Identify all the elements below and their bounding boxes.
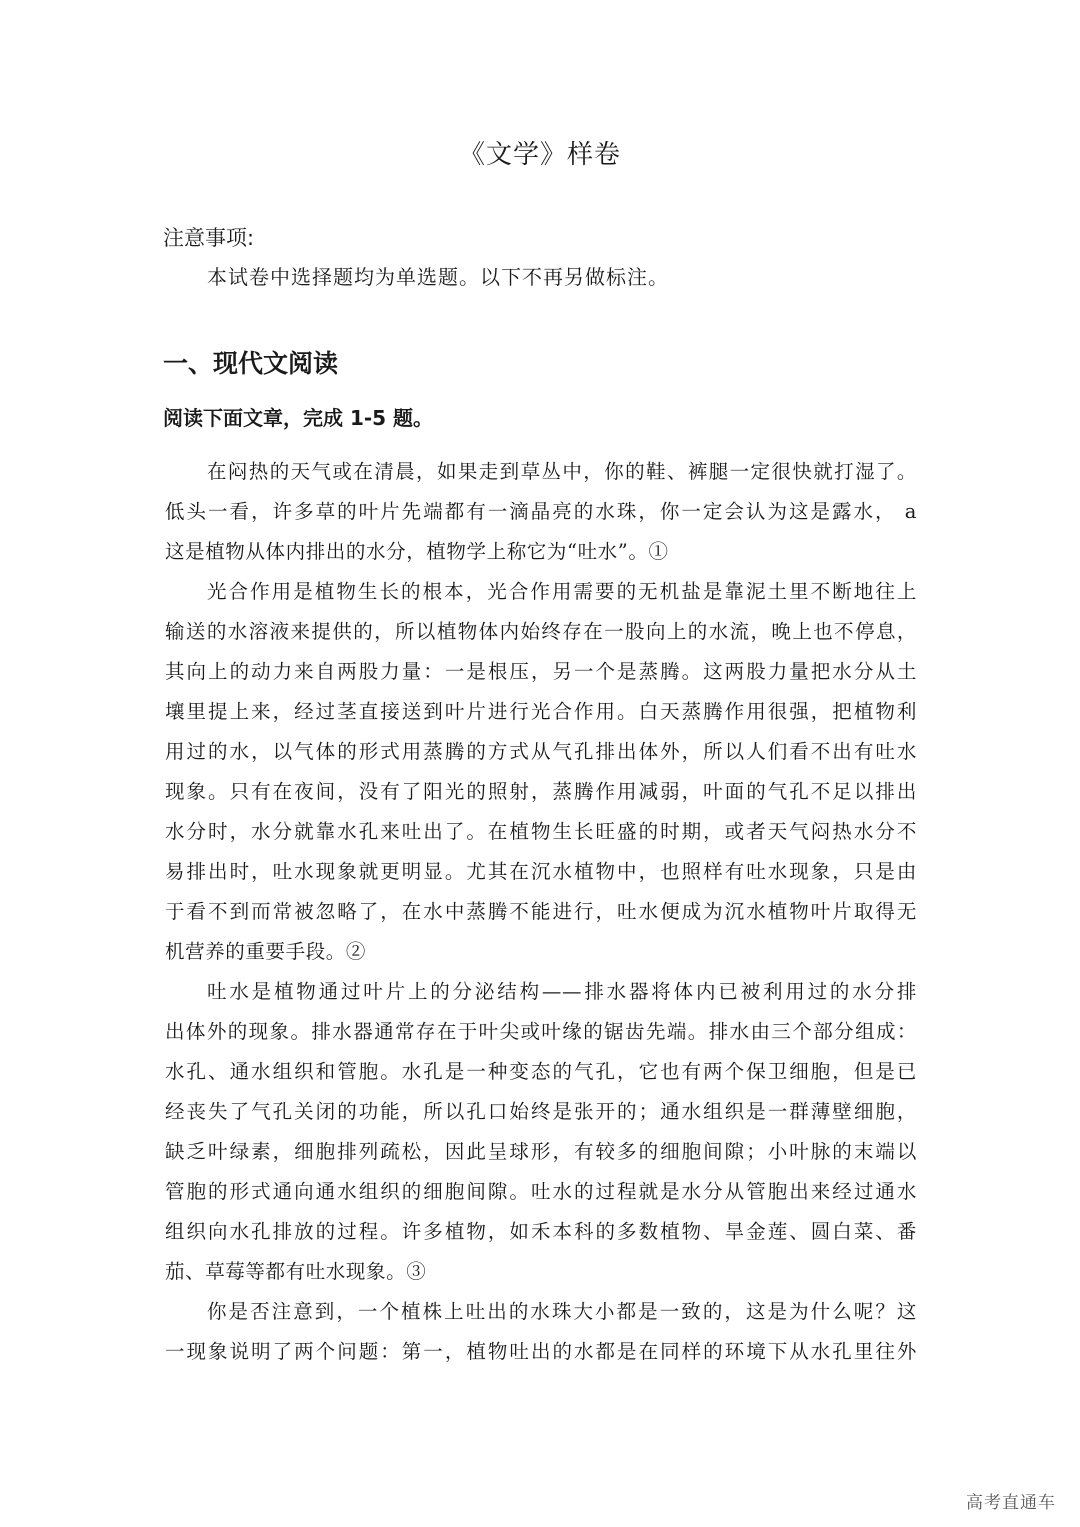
passage-line: 低头一看，许多草的叶片先端都有一滴晶亮的水珠，你一定会认为这是露水， a — [165, 500, 917, 523]
passage-line: 水孔、通水组织和管胞。水孔是一种变态的气孔，它也有两个保卫细胞，但是已 — [165, 1060, 917, 1083]
watermark: 高考直通车 — [966, 1493, 1056, 1513]
section-heading: 一、现代文阅读 — [163, 349, 339, 378]
passage-paragraph — [165, 1292, 917, 1372]
passage-line: 缺乏叶绿素，细胞排列疏松，因此呈球形，有较多的细胞间隙；小叶脉的末端以 — [165, 1140, 917, 1163]
passage-line: 在闷热的天气或在清晨，如果走到草丛中，你的鞋、裤腿一定很快就打湿了。 — [207, 460, 917, 483]
passage-line: 用过的水，以气体的形式用蒸腾的方式从气孔排出体外，所以人们看不出有吐水 — [165, 740, 917, 763]
passage-line: 水分时，水分就靠水孔来吐出了。在植物生长旺盛的时期，或者天气闷热水分不 — [165, 820, 917, 843]
passage-line: 壤里提上来，经过茎直接送到叶片进行光合作用。白天蒸腾作用很强，把植物利 — [165, 700, 917, 723]
reading-instruction: 阅读下面文章，完成 1-5 题。 — [163, 406, 434, 430]
page-title: 《文学》样卷 — [458, 140, 621, 170]
passage-line: 机营养的重要手段。② — [165, 940, 367, 963]
passage-line: 易排出时，吐水现象就更明显。尤其在沉水植物中，也照样有吐水现象，只是由 — [165, 860, 917, 883]
passage-line: 现象。只有在夜间，没有了阳光的照射，蒸腾作用减弱，叶面的气孔不足以排出 — [165, 780, 917, 803]
passage-line: 于看不到而常被忽略了，在水中蒸腾不能进行，吐水便成为沉水植物叶片取得无 — [165, 900, 917, 923]
passage-line: 管胞的形式通向通水组织的细胞间隙。吐水的过程就是水分从管胞出来经过通水 — [165, 1180, 917, 1203]
reading-passage — [165, 452, 917, 1372]
passage-line: 其向上的动力来自两股力量：一是根压，另一个是蒸腾。这两股力量把水分从土 — [165, 660, 917, 683]
passage-paragraph — [165, 572, 917, 972]
passage-paragraph — [165, 452, 917, 572]
passage-line: 一现象说明了两个问题：第一，植物吐出的水都是在同样的环境下从水孔里往外 — [165, 1340, 917, 1363]
passage-line: 经丧失了气孔关闭的功能，所以孔口始终是张开的；通水组织是一群薄壁细胞， — [165, 1100, 917, 1123]
notice-body: 本试卷中选择题均为单选题。以下不再另做标注。 — [207, 265, 669, 289]
passage-line: 吐水是植物通过叶片上的分泌结构——排水器将体内已被利用过的水分排 — [207, 980, 917, 1003]
passage-line: 输送的水溶液来提供的，所以植物体内始终存在一股向上的水流，晚上也不停息， — [165, 620, 917, 643]
passage-line: 光合作用是植物生长的根本，光合作用需要的无机盐是靠泥土里不断地往上 — [207, 580, 917, 603]
passage-line: 出体外的现象。排水器通常存在于叶尖或叶缘的锯齿先端。排水由三个部分组成： — [165, 1020, 917, 1043]
notice-heading: 注意事项: — [163, 226, 255, 250]
passage-line: 你是否注意到，一个植株上吐出的水珠大小都是一致的，这是为什么呢？这 — [207, 1300, 917, 1323]
passage-paragraph — [165, 972, 917, 1292]
passage-line: 组织向水孔排放的过程。许多植物，如禾本科的多数植物、旱金莲、圆白菜、番 — [165, 1220, 917, 1243]
passage-line: 茄、草莓等都有吐水现象。③ — [165, 1260, 427, 1283]
passage-line: 这是植物从体内排出的水分，植物学上称它为“吐水”。① — [165, 540, 669, 563]
